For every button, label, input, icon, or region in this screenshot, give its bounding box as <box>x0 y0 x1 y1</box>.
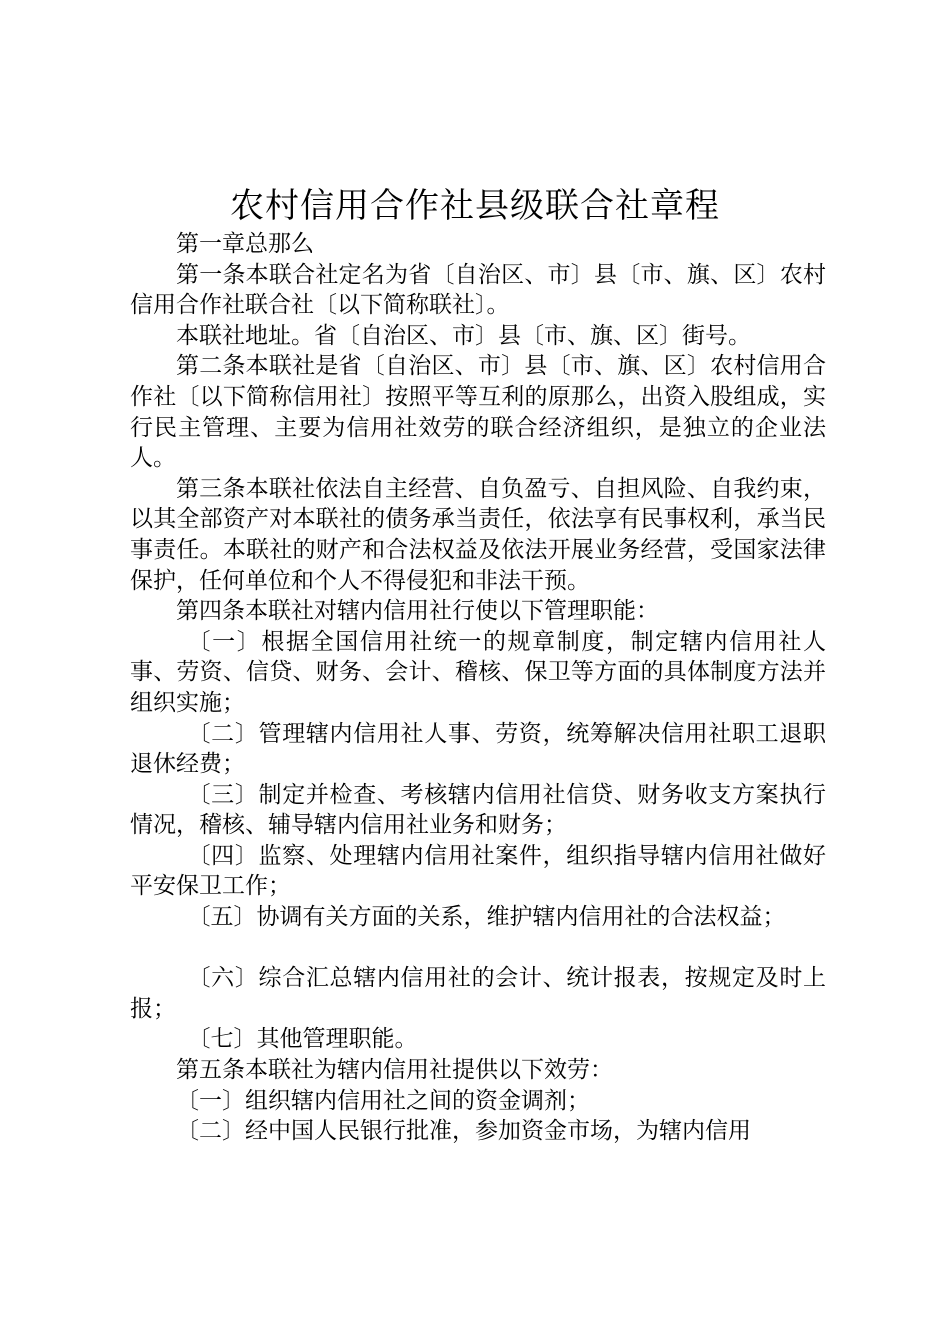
paragraph-article-5: 第五条本联社为辖内信用社提供以下效劳： <box>176 1057 613 1084</box>
list-item-article-5-2: 〔二〕经中国人民银行批准，参加资金市场，为辖内信用 <box>176 1118 751 1145</box>
document-title: 农村信用合作社县级联合社章程 <box>230 186 720 226</box>
list-item-article-4-7: 〔七〕其他管理职能。 <box>187 1026 418 1053</box>
list-item-article-4-5: 〔五〕协调有关方面的关系，维护辖内信用社的合法权益； <box>187 904 786 931</box>
document-body <box>130 229 826 1147</box>
list-item-article-4-2: 〔二〕管理辖内信用社人事、劳资，统筹解决信用社职工退职退休经费； <box>130 720 826 778</box>
chapter-heading: 第一章总那么 <box>176 231 314 257</box>
list-item-article-5-1: 〔一〕组织辖内信用社之间的资金调剂； <box>176 1087 590 1114</box>
paragraph-address: 本联社地址。省〔自治区、市〕县〔市、旗、区〕街号。 <box>176 322 751 349</box>
paragraph-article-2: 第二条本联社是省〔自治区、市〕县〔市、旗、区〕农村信用合作社〔以下简称信用社〕按照平等互利的原那么，出资入股组成，实行民主管理、主要为信用社效劳的联合经济组织，是独立的企业法人。 <box>130 353 826 472</box>
paragraph-article-3: 第三条本联社依法自主经营、自负盈亏、自担风险、自我约束，以其全部资产对本联社的债务承当责任，依法享有民事权利，承当民事责任。本联社的财产和合法权益及依法开展业务经营，受国家法律保护，任何单位和个人不得侵犯和非法干预。 <box>130 475 826 594</box>
paragraph-article-1: 第一条本联合社定名为省〔自治区、市〕县〔市、旗、区〕农村信用合作社联合社〔以下简称联社〕。 <box>130 261 826 319</box>
list-item-article-4-1: 〔一〕根据全国信用社统一的规章制度，制定辖内信用社人事、劳资、信贷、财务、会计、稽核、保卫等方面的具体制度方法并组织实施； <box>130 628 826 716</box>
list-item-article-4-4: 〔四〕监察、处理辖内信用社案件，组织指导辖内信用社做好平安保卫工作； <box>130 842 826 900</box>
list-item-article-4-3: 〔三〕制定并检查、考核辖内信用社信贷、财务收支方案执行情况，稽核、辅导辖内信用社业务和财务； <box>130 781 826 839</box>
list-item-article-4-6: 〔六〕综合汇总辖内信用社的会计、统计报表，按规定及时上报； <box>130 965 826 1022</box>
paragraph-article-4: 第四条本联社对辖内信用社行使以下管理职能： <box>176 598 659 625</box>
